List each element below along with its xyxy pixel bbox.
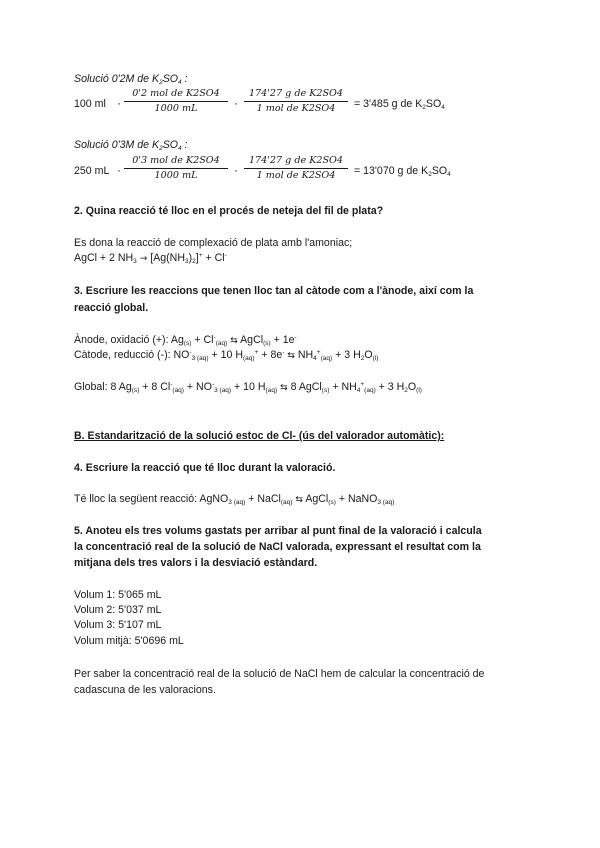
- calc1-heading: Solució 0'2M de $K_2SO_4$ :: [74, 73, 188, 86]
- multiply-dot: ·: [234, 96, 238, 110]
- fraction-denominator: 1 mol de K2SO4: [256, 170, 336, 181]
- q5-title-line2: la concentració real de la solució de NaCl valorada, expressant el resultat com la: [74, 541, 481, 553]
- volum-item: Volum 2: 5'037 mL: [74, 604, 162, 616]
- fraction-denominator: 1000 mL: [154, 103, 198, 114]
- q5-paragraph-line1: Per saber la concentració real de la solució de NaCl hem de calcular la concentració de: [74, 668, 485, 680]
- q2-text: Es dona la reacció de complexació de plata amb l'amoniac;: [74, 237, 353, 249]
- fraction-numerator: 0'2 mol de K2SO4: [124, 87, 228, 102]
- multiply-dot: ·: [117, 96, 121, 110]
- reaction-arrow-icon: →: [139, 254, 148, 264]
- q2-reaction: AgCl + 2 $NH_3 \to [Ag(NH_3)_2]^+ + Cl^-$: [74, 252, 227, 265]
- calc2-fraction-1: [124, 154, 228, 183]
- q5-title-line3: mitjana dels tres valors i la desviació estàndard.: [74, 557, 318, 569]
- volum-mean: Volum mitjà: 5'0696 mL: [74, 635, 184, 647]
- calc2-result: = 13'070 g de $K_2SO_4$: [354, 165, 451, 178]
- q3-global-reaction: Global: 8 $Ag_{(s)} + 8$ $Cl^-_{(aq)} + NO^-_{3 (aq)} + 10$ $H_{(aq)}$ ⇆ 8 AgCl$_{(s)}$ + $NH_4^+_{(aq)} + 3$ $H_2O_{(l)}$: [74, 381, 422, 394]
- fraction-denominator: 1000 mL: [154, 170, 198, 181]
- q5-title-line1: 5. Anoteu els tres volums gastats per arribar al punt final de la valoració i calcula: [74, 525, 482, 537]
- calc2-volume: 250 mL: [74, 165, 110, 177]
- calc2-heading: Solució 0'3M de $K_2SO_4$ :: [74, 139, 188, 152]
- calc1-volume: 100 ml: [74, 98, 106, 110]
- q3-title-line2: reacció global.: [74, 302, 149, 314]
- equilibrium-arrow-icon: ⇆: [280, 383, 288, 393]
- calc2-equation: [74, 154, 554, 188]
- q4-reaction: Té lloc la següent reacció: AgNO$_{3 (aq)}$ + NaCl$_{(aq)}$ ⇆ AgCl$_{(s)}$ + NaNO$_{3 (aq)}$: [74, 493, 395, 506]
- equilibrium-arrow-icon: ⇆: [230, 336, 238, 346]
- volum-item: Volum 3: 5'107 mL: [74, 619, 162, 631]
- q3-anode-reaction: Ànode, oxidació (+): $Ag_{(s)} + Cl^-_{(aq)}$ ⇆ AgCl$_{(s)}$ + 1e-: [74, 334, 297, 347]
- calc2-fraction-2: [244, 154, 348, 183]
- q5-paragraph-line2: cadascuna de les valoracions.: [74, 684, 216, 696]
- fraction-numerator: 0'3 mol de K2SO4: [124, 154, 228, 169]
- fraction-numerator: 174'27 g de K2SO4: [244, 87, 348, 102]
- multiply-dot: ·: [117, 163, 121, 177]
- q3-cathode-reaction: Càtode, reducció (-): $NO^-_{3 (aq)} + 10$ $H_{(aq)}^+ + 8e^-$ ⇆ $NH_4^+_{(aq)} + 3$ $H_2O_{(l)}$: [74, 349, 379, 362]
- fraction-numerator: 174'27 g de K2SO4: [244, 154, 348, 169]
- section-b-heading: B. Estandarització de la solució estoc de Cl- (ús del valorador automàtic):: [74, 430, 445, 442]
- q3-title-line1: 3. Escriure les reaccions que tenen lloc tan al càtode com a l'ànode, així com la: [74, 285, 474, 297]
- q4-title: 4. Escriure la reacció que té lloc durant la valoració.: [74, 462, 336, 474]
- calc1-fraction-2: [244, 87, 348, 116]
- equilibrium-arrow-icon: ⇆: [287, 351, 295, 361]
- volum-item: Volum 1: 5'065 mL: [74, 589, 162, 601]
- multiply-dot: ·: [234, 163, 238, 177]
- calc1-fraction-1: [124, 87, 228, 116]
- calc1-equation: [74, 87, 554, 121]
- q2-title: 2. Quina reacció té lloc en el procés de neteja del fil de plata?: [74, 205, 384, 217]
- equilibrium-arrow-icon: ⇆: [295, 495, 303, 505]
- calc1-result: = 3'485 g de $K_2SO_4$: [354, 98, 445, 111]
- fraction-denominator: 1 mol de K2SO4: [256, 103, 336, 114]
